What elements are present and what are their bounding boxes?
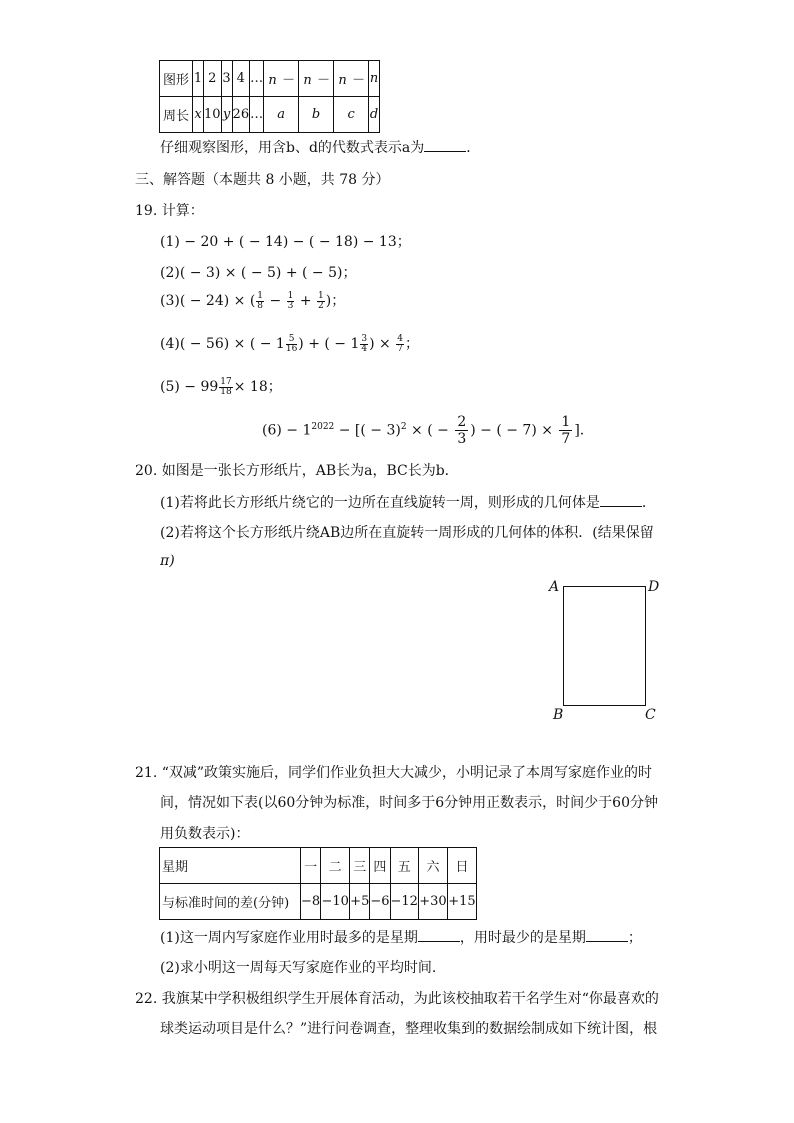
table-cell: 26 — [232, 97, 250, 133]
table-cell: 图形 — [160, 61, 193, 97]
q18-instruction: 仔细观察图形，用含b、d的代数式表示a为 ． — [160, 140, 481, 156]
vertex-label-c: C — [645, 707, 656, 723]
table-row — [160, 848, 477, 884]
table-cell: n － — [334, 61, 369, 97]
q21-stem-line3: 用负数表示)： — [160, 826, 250, 842]
fraction: $\frac{5}{16}$ — [285, 333, 298, 354]
table-cell: 日 — [447, 848, 476, 884]
q20-part1: (1)若将此长方形纸片绕它的一边所在直线旋转一周，则形成的几何体是 ． — [160, 495, 656, 511]
table-cell: −8 — [301, 884, 321, 920]
table-cell: −12 — [390, 884, 418, 920]
q19-part2: (2)( − 3) × ( − 5) + ( − 5)； — [160, 265, 357, 281]
table-cell: 星期 — [160, 848, 301, 884]
homework-time-table — [159, 847, 477, 920]
table-row — [160, 97, 380, 133]
table-cell: 3 — [221, 61, 232, 97]
table-cell: n — [369, 61, 380, 97]
q19-part1: (1) − 20 + ( − 14) − ( − 18) − 13； — [160, 234, 411, 250]
q20-part2-cont: π) — [160, 553, 175, 569]
q21-stem: 21. “双减”政策实施后，同学们作业负担大大减少，小明记录了本周写家庭作业的时 — [135, 765, 653, 781]
table-cell: b — [299, 97, 334, 133]
q21-part1: (1)这一周内写家庭作业用时最多的是星期 ，用时最少的是星期 ； — [160, 930, 642, 946]
q21-stem-line2: 间，情况如下表(以60分钟为标准，时间多于6分钟用正数表示，时间少于60分钟 — [160, 795, 658, 811]
answer-blank[interactable] — [424, 139, 466, 152]
fraction: $\frac{17}{18}$ — [220, 376, 232, 397]
q19-part3: (3)( − 24) × ( $\frac{1}{8}$ − $\frac{1}{3}$ + $\frac{1}{2}$ )； — [160, 290, 346, 311]
figure-perimeter-table — [159, 60, 380, 133]
table-cell: c — [334, 97, 369, 133]
fraction: $\frac{4}{7}$ — [397, 333, 403, 354]
fraction: $\frac{1}{3}$ — [287, 290, 294, 311]
q19-part5: (5) − 99 $\frac{17}{18}$ × 18； — [160, 376, 282, 397]
table-cell: 10 — [204, 97, 222, 133]
table-cell: +5 — [350, 884, 370, 920]
table-cell: d — [369, 97, 380, 133]
table-cell: 五 — [390, 848, 418, 884]
table-cell: 2 — [204, 61, 222, 97]
vertex-label-a: A — [549, 579, 560, 595]
q19-part6: $(6) - 1^{2022}$ − [( − 3)$^2$ × ( − $\frac{2}{3}$ ) − ( − 7) × $\frac{1}{7}$ ]. — [262, 414, 585, 447]
table-cell: a — [264, 97, 299, 133]
table-cell: n － — [299, 61, 334, 97]
table-row — [160, 61, 380, 97]
fraction: $\frac{1}{8}$ — [257, 290, 264, 311]
table-cell: −10 — [321, 884, 350, 920]
table-cell: 一 — [301, 848, 321, 884]
table-cell: +30 — [418, 884, 447, 920]
fraction: $\frac{3}{4}$ — [361, 333, 368, 354]
vertex-label-d: D — [648, 579, 660, 595]
fraction: $\frac{1}{2}$ — [318, 290, 324, 311]
answer-blank[interactable] — [600, 494, 642, 507]
table-row — [160, 884, 477, 920]
table-cell: … — [250, 97, 264, 133]
q21-part2: (2)求小明这一周每天写家庭作业的平均时间. — [160, 960, 437, 976]
q20-part2: (2)若将这个长方形纸片绕AB边所在直旋转一周形成的几何体的体积．(结果保留 — [160, 525, 654, 541]
table-cell: 三 — [350, 848, 370, 884]
q19-stem: 19. 计算： — [135, 203, 204, 219]
section-heading: 三、解答题（本题共 8 小题，共 78 分） — [135, 172, 390, 188]
vertex-label-b: B — [553, 707, 564, 723]
q20-stem: 20. 如图是一张长方形纸片，AB长为a，BC长为b． — [135, 463, 459, 479]
rectangle-diagram — [563, 586, 646, 706]
fraction: $\frac{1}{7}$ — [561, 414, 571, 447]
answer-blank[interactable] — [418, 929, 460, 942]
table-cell: −6 — [370, 884, 390, 920]
table-cell: 与标准时间的差(分钟) — [160, 884, 301, 920]
table-cell: 周长 — [160, 97, 193, 133]
table-cell: +15 — [447, 884, 476, 920]
table-cell: 4 — [232, 61, 250, 97]
table-cell: x — [193, 97, 204, 133]
table-cell: 四 — [370, 848, 390, 884]
q22-stem: 22. 我旗某中学积极组织学生开展体育活动，为此该校抽取若干名学生对“你最喜欢的 — [135, 991, 659, 1007]
table-cell: y — [221, 97, 232, 133]
table-cell: n － — [264, 61, 299, 97]
table-cell: … — [250, 61, 264, 97]
table-cell: 六 — [418, 848, 447, 884]
table-cell: 1 — [193, 61, 204, 97]
q19-part4: (4)( − 56) × ( − 1 $\frac{5}{16}$ ) + ( − 1 $\frac{3}{4}$ ) × $\frac{4}{7}$ ； — [160, 333, 419, 354]
q22-stem-line2: 球类运动项目是什么？”进行问卷调查，整理收集到的数据绘制成如下统计图，根 — [160, 1021, 658, 1037]
table-cell: 二 — [321, 848, 350, 884]
answer-blank[interactable] — [586, 929, 628, 942]
fraction: $\frac{2}{3}$ — [457, 414, 467, 447]
